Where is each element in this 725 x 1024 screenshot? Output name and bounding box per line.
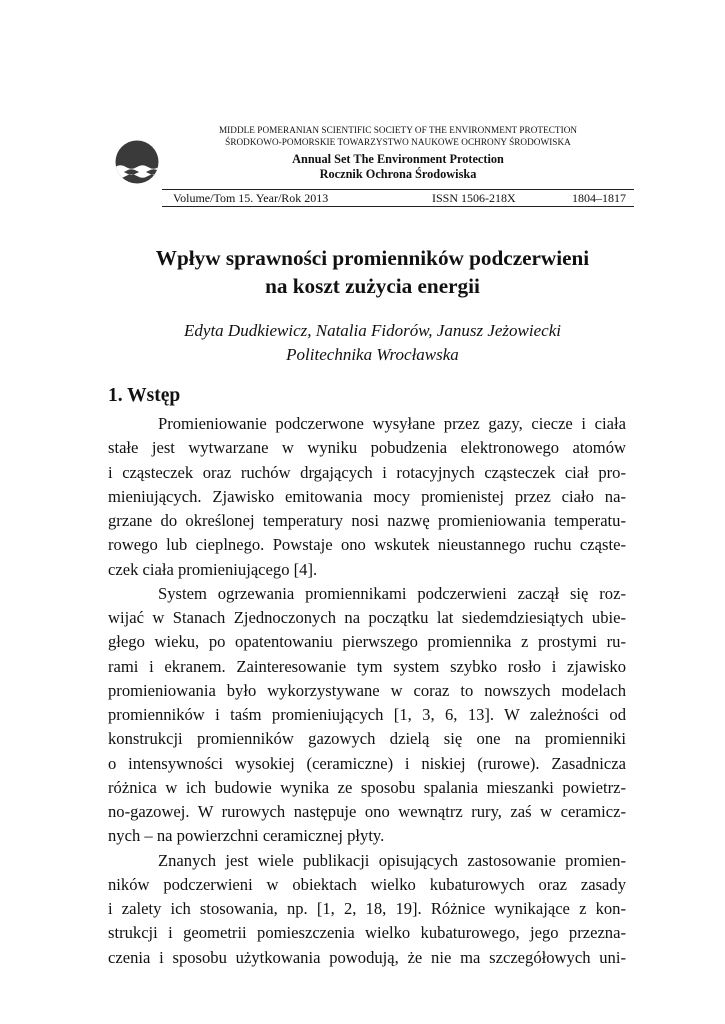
text-line: nych – na powierzchni ceramicznej płyty. <box>108 826 385 846</box>
body-text <box>108 412 626 970</box>
title-line: na koszt zużycia energii <box>265 274 480 298</box>
society-name-pl: ŚRODKOWO-POMORSKIE TOWARZYSTWO NAUKOWE OCHRONY ŚRODOWISKA <box>225 137 571 147</box>
text-line: różnica w ich budowie wynika ze sposobu spalania mieszanki powietrz- <box>108 777 626 797</box>
text-line: Znanych jest wiele publikacji opisujących zastosowanie promien- <box>158 850 626 870</box>
text-line: Promieniowanie podczerwone wysyłane przez gazy, ciecze i ciała <box>158 414 626 433</box>
text-line: wijać w Stanach Zjednoczonych na początku lat siedemdziesiątych ubie- <box>108 608 626 627</box>
society-name-en: MIDDLE POMERANIAN SCIENTIFIC SOCIETY OF THE ENVIRONMENT PROTECTION <box>218 125 578 135</box>
text-line: o intensywności wysokiej (ceramiczne) i niskiej (rurowe). Zasadnicza <box>108 753 626 773</box>
text-line: czenia i sposobu użytkowania powodują, że nie ma szczegółowych uni- <box>108 947 626 967</box>
text-line: strukcji i geometrii pomieszczenia wielko kubaturowego, jego przezna- <box>108 923 626 943</box>
affiliation: Politechnika Wrocławska <box>286 344 459 364</box>
issn: ISSN 1506-218X <box>432 191 516 205</box>
text-line: promieniowania było wykorzystywane w coraz to nowszych modelach <box>108 680 626 700</box>
annual-set-pl: Rocznik Ochrona Środowiska <box>319 167 477 181</box>
authors: Edyta Dudkiewicz, Natalia Fidorów, Janusz Jeżowiecki <box>184 321 561 340</box>
article-title <box>80 244 665 300</box>
text-line: rami i ekranem. Zainteresowanie tym system szybko rosło i zjawisko <box>108 656 626 676</box>
text-line: czek ciała promieniującego [4]. <box>108 559 318 579</box>
text-line: System ogrzewania promiennikami podczerwieni zaczął się roz- <box>158 583 626 603</box>
text-line: ników podczerwieni w obiektach wielko kubaturowych oraz zasady <box>108 874 626 894</box>
journal-annual-set <box>162 152 634 182</box>
text-line: mieniujących. Zjawisko emitowania mocy promienistej przez ciało na- <box>108 486 626 506</box>
section-heading: 1. Wstęp <box>108 385 181 406</box>
text-line: i zalety ich stosowania, np. [1, 2, 18, 19]. Różnice wynikające z kon- <box>108 899 626 918</box>
author-block <box>80 319 665 366</box>
volume-year: Volume/Tom 15. Year/Rok 2013 <box>173 191 329 205</box>
text-line: promienników i taśm promieniujących [1, 3, 6, 13]. W zależności od <box>108 705 626 724</box>
text-line: no-gazowej. W rurowych następuje ono wewnątrz rury, zaś w ceramicz- <box>108 802 626 821</box>
text-line: rowego lub cieplnego. Powstaje ono wskutek nieustannego ruchu cząste- <box>108 535 626 555</box>
header-rule-bottom <box>162 206 634 207</box>
text-line: grzane do określonej temperatury nosi nazwę promieniowania temperatu- <box>108 511 626 530</box>
text-line: głego wieku, po opatentowaniu pierwszego promiennika z prostymi ru- <box>108 632 626 652</box>
title-line: Wpływ sprawności promienników podczerwieni <box>155 246 590 270</box>
volume-info-row <box>162 190 634 206</box>
text-line: stałe jest wytwarzane w wyniku pobudzenia elektronowego atomów <box>108 438 626 458</box>
text-line: i cząsteczek oraz ruchów drgających i rotacyjnych cząsteczek ciał pro- <box>108 462 626 482</box>
annual-set-en: Annual Set The Environment Protection <box>292 152 504 166</box>
society-logo-icon <box>115 140 159 184</box>
page-range: 1804–1817 <box>572 191 626 205</box>
text-line: konstrukcji promienników gazowych dzielą się one na promienniki <box>108 729 626 749</box>
journal-header-society <box>162 124 634 148</box>
